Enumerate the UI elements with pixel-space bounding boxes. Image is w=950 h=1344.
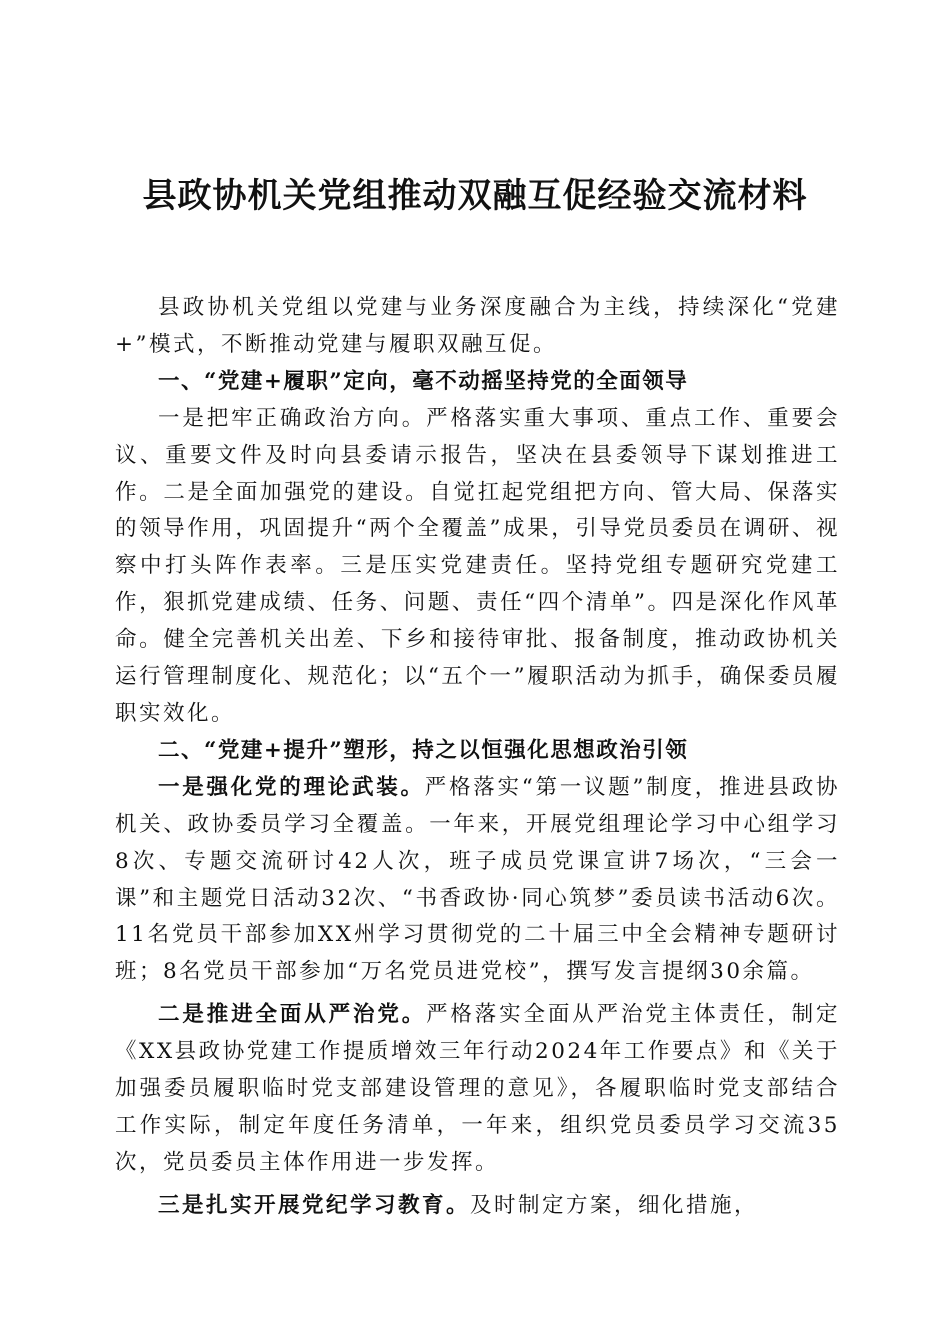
section-2-heading: 二、“党建+提升”塑形，持之以恒强化思想政治引领 — [158, 737, 689, 763]
item-1-lead: 一是强化党的理论武装。 — [158, 774, 425, 800]
document-body — [115, 290, 840, 1225]
section-2-item-2 — [115, 997, 840, 1182]
section-1-heading: 一、“党建+履职”定向，毫不动摇坚持党的全面领导 — [158, 368, 689, 394]
item-2-text: 严格落实全面从严治党主体责任，制定《XX县政协党建工作提质增效三年行动2024年工作要点》和《关于加强委员履职临时党支部建设管理的意见》，各履职临时党支部结合工作实际，制定年度任务清单，一年来，组织党员委员学习交流35次，党员委员主体作用进一步发挥。 — [115, 1002, 840, 1175]
intro-paragraph: 县政协机关党组以党建与业务深度融合为主线，持续深化“党建+”模式，不断推动党建与履职双融互促。 — [115, 295, 840, 357]
section-1-paragraph: 一是把牢正确政治方向。严格落实重大事项、重点工作、重要会议、重要文件及时向县委请示报告，坚决在县委领导下谋划推进工作。二是全面加强党的建设。自觉扛起党组把方向、管大局、保落实的领导作用，巩固提升“两个全覆盖”成果，引导党员委员在调研、视察中打头阵作表率。三是压实党建责任。坚持党组专题研究党建工作，狠抓党建成绩、任务、问题、责任“四个清单”。四是深化作风革命。健全完善机关出差、下乡和接待审批、报备制度，推动政协机关运行管理制度化、规范化；以“五个一”履职活动为抓手，确保委员履职实效化。 — [115, 405, 840, 726]
document-title: 县政协机关党组推动双融互促经验交流材料 — [142, 176, 808, 216]
item-1-text: 严格落实“第一议题”制度，推进县政协机关、政协委员学习全覆盖。一年来，开展党组理论学习中心组学习8次、专题交流研讨42人次，班子成员党课宣讲7场次，“三会一课”和主题党日活动32次、“书香政协·同心筑梦”委员读书活动6次。11名党员干部参加XX州学习贯彻党的二十届三中全会精神专题研讨班；8名党员干部参加“万名党员进党校”，撰写发言提纲30余篇。 — [115, 774, 840, 985]
section-2-item-1 — [115, 770, 840, 991]
section-2-item-3 — [115, 1188, 840, 1225]
item-3-lead: 三是扎实开展党纪学习教育。 — [158, 1192, 471, 1218]
item-3-text: 及时制定方案，细化措施， — [470, 1192, 759, 1218]
item-2-lead: 二是推进全面从严治党。 — [158, 1002, 427, 1028]
